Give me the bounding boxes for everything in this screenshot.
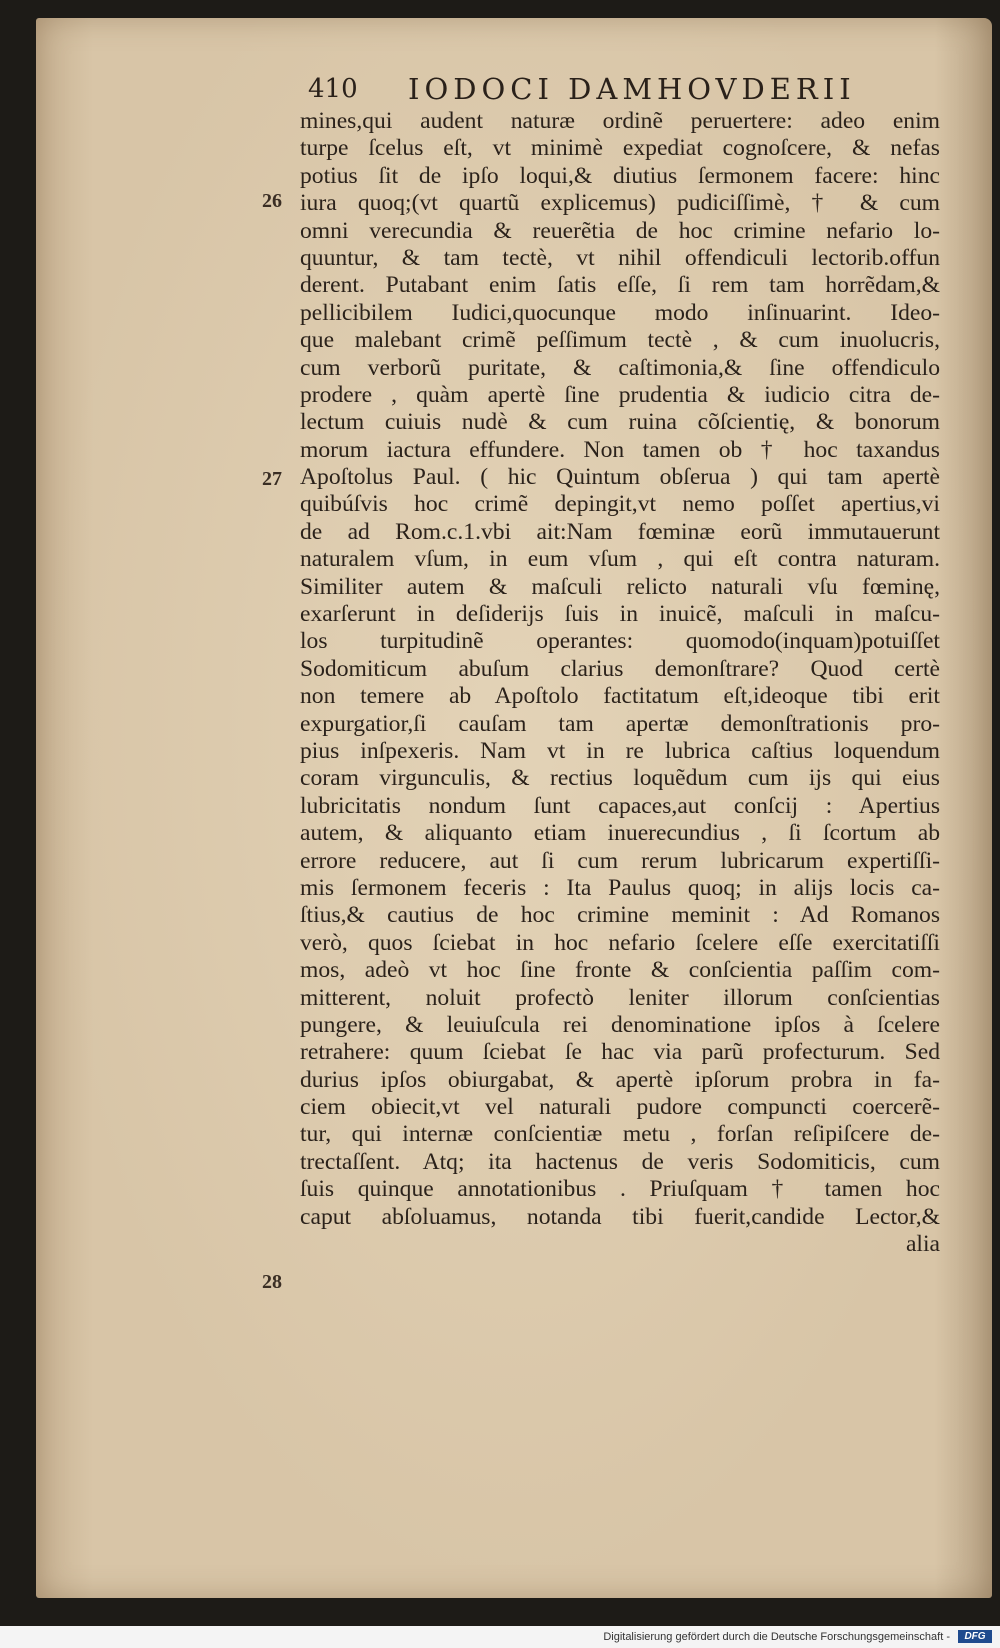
text-line: ſtius,& cautius de hoc crimine meminit : Ad Romanos [300, 902, 940, 929]
text-line: coram virgunculis, & rectius loquẽdum cum ijs qui eius [300, 765, 940, 792]
text-line: ciem obiecit,vt vel naturali pudore compuncti coercerẽ- [300, 1094, 940, 1121]
text-line: de ad Rom.c.1.vbi ait:Nam fœminæ eorũ immutauerunt [300, 518, 940, 545]
running-head [308, 64, 868, 112]
footer-bar [0, 1626, 1000, 1648]
text-line: potius ſit de ipſo loqui,& diutius ſermonem facere: hinc [300, 162, 940, 189]
text-line: expurgatior,ſi cauſam tam apertæ demonſtrationis pro- [300, 710, 940, 737]
dfg-logo: DFG [958, 1630, 992, 1643]
text-line: naturalem vſum, in eum vſum , qui eſt contra naturam. [300, 546, 940, 573]
text-line: non temere ab Apoſtolo factitatum eſt,ideoque tibi erit [300, 683, 940, 710]
text-line: turpe ſcelus eſt, vt minimè expediat cognoſcere, & nefas [300, 135, 940, 162]
text-line: Sodomiticum abuſum clarius demonſtrare? Quod certè [300, 655, 940, 682]
text-line: mis ſermonem feceris : Ita Paulus quoq; in alijs locis ca- [300, 874, 940, 901]
text-line: cum verborũ puritate, & caſtimonia,& ſine offendiculo [300, 354, 940, 381]
text-line: prodere , quàm apertè ſine prudentia & iudicio citra de- [300, 381, 940, 408]
text-line: pius inſpexeris. Nam vt in re lubrica caſtius loquendum [300, 737, 940, 764]
funding-notice: Digitalisierung gefördert durch die Deutsche Forschungsgemeinschaft - [603, 1631, 950, 1643]
text-line: derent. Putabant enim ſatis eſſe, ſi rem tam horrẽdam,& [300, 272, 940, 299]
body-text [300, 108, 940, 1258]
text-line: morum iactura effundere. Non tamen ob † hoc taxandus [300, 436, 940, 463]
text-line: los turpitudinẽ operantes: quomodo(inquam)potuiſſet [300, 628, 940, 655]
text-line: quibúſvis hoc crimẽ depingit,vt nemo poſſet apertius,vi [300, 491, 940, 518]
text-line: verò, quos ſciebat in hoc nefario ſcelere eſſe exercitatiſſi [300, 929, 940, 956]
text-line: iura quoq;(vt quartũ explicemus) pudiciſſimè, † & cum [300, 190, 940, 217]
running-title: IODOCI DAMHOVDERII [408, 72, 856, 106]
text-line: errore reducere, aut ſi cum rerum lubricarum expertiſſi- [300, 847, 940, 874]
text-line: Similiter autem & maſculi relicto naturali vſu fœminę, [300, 573, 940, 600]
text-line: ſuis quinque annotationibus . Priuſquam † tamen hoc [300, 1176, 940, 1203]
text-line: quuntur, & tam tectè, vt nihil offendiculi lectorib.offun [300, 244, 940, 271]
text-line: trectaſſent. Atq; ita hactenus de veris Sodomiticis, cum [300, 1148, 940, 1175]
text-line: lectum cuiuis nudè & cum ruina cõſcientię, & bonorum [300, 409, 940, 436]
margin-note: 27 [262, 468, 282, 490]
text-line: mines,qui audent naturæ ordinẽ peruertere: adeo enim [300, 108, 940, 134]
text-line: pellicibilem Iudici,quocunque modo inſinuarint. Ideo- [300, 299, 940, 326]
text-line: retrahere: quum ſciebat ſe hac via parũ profecturum. Sed [300, 1039, 940, 1066]
text-line: pungere, & leuiuſcula rei denominatione ipſos à ſcelere [300, 1011, 940, 1038]
text-line: mos, adeò vt hoc ſine fronte & conſcientia paſſim com- [300, 957, 940, 984]
text-line: omni verecundia & reuerẽtia de hoc crimine nefario lo- [300, 217, 940, 244]
text-line: exarſerunt in deſiderijs ſuis in inuicẽ, maſculi in maſcu- [300, 601, 940, 628]
margin-note: 28 [262, 1271, 282, 1293]
text-line: autem, & aliquanto etiam inuerecundius , ſi ſcortum ab [300, 820, 940, 847]
catchword: alia [905, 1231, 940, 1258]
text-line: caput abſoluamus, notanda tibi fuerit,candide Lector,& [300, 1203, 940, 1230]
page-number: 410 [308, 74, 358, 104]
text-line: que malebant crimẽ peſſimum tectè , & cum inuolucris, [300, 327, 940, 354]
text-line: tur, qui internæ conſcientiæ metu , forſan reſipiſcere de- [300, 1121, 940, 1148]
text-line: lubricitatis nondum ſunt capaces,aut conſcij : Apertius [300, 792, 940, 819]
text-line: durius ipſos obiurgabat, & apertè ipſorum probra in fa- [300, 1066, 940, 1093]
margin-note: 26 [262, 190, 282, 212]
text-line: Apoſtolus Paul. ( hic Quintum obſerua ) qui tam apertè [300, 464, 940, 491]
text-line: mitterent, noluit profectò leniter illorum conſcientias [300, 984, 940, 1011]
